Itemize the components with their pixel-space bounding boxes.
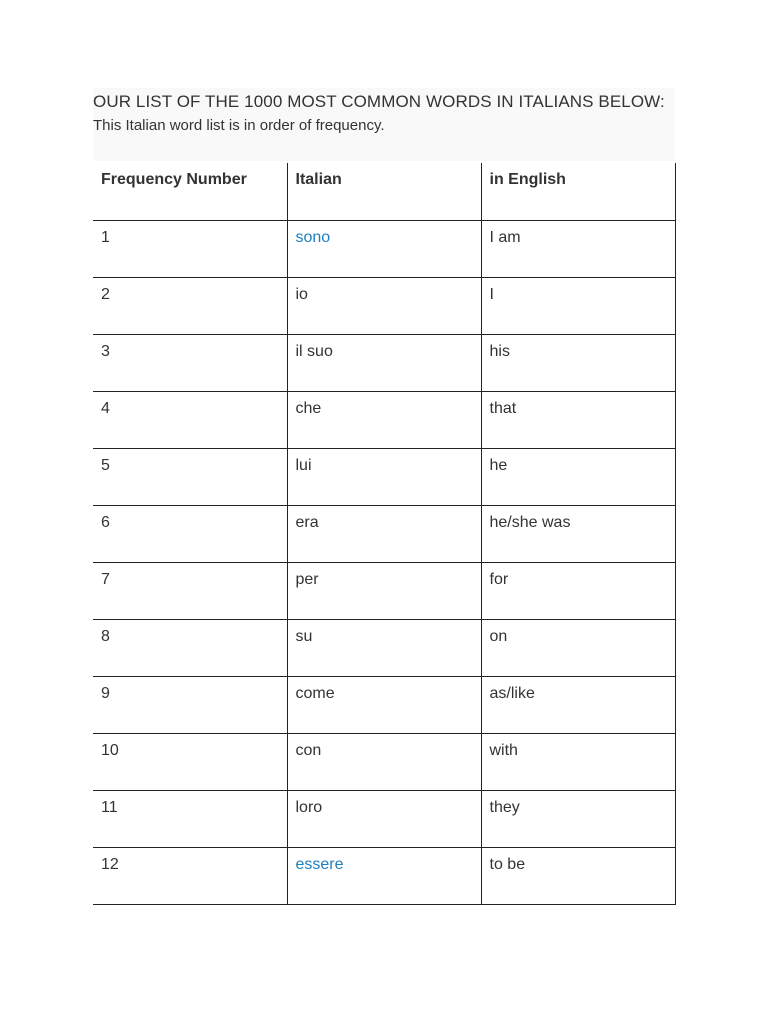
cell-frequency-number: 9 [93, 676, 287, 733]
cell-italian: il suo [287, 334, 481, 391]
cell-frequency-number: 6 [93, 505, 287, 562]
cell-frequency-number: 1 [93, 220, 287, 277]
cell-italian: loro [287, 790, 481, 847]
table-row [93, 277, 675, 334]
cell-english: he/she was [481, 505, 675, 562]
header-frequency-number: Frequency Number [93, 163, 287, 220]
table-row [93, 676, 675, 733]
cell-italian: che [287, 391, 481, 448]
table-row [93, 733, 675, 790]
cell-frequency-number: 11 [93, 790, 287, 847]
cell-english: on [481, 619, 675, 676]
cell-italian [287, 847, 481, 904]
cell-frequency-number: 7 [93, 562, 287, 619]
cell-frequency-number: 10 [93, 733, 287, 790]
italian-word-link[interactable]: essere [295, 855, 344, 873]
cell-italian: era [287, 505, 481, 562]
table-row [93, 562, 675, 619]
cell-frequency-number: 5 [93, 448, 287, 505]
table-row [93, 847, 675, 904]
table-row [93, 334, 675, 391]
table-row [93, 220, 675, 277]
cell-frequency-number: 12 [93, 847, 287, 904]
cell-english: to be [481, 847, 675, 904]
cell-italian: con [287, 733, 481, 790]
cell-english: he [481, 448, 675, 505]
cell-english: they [481, 790, 675, 847]
cell-english: as/like [481, 676, 675, 733]
table-header-row [93, 163, 675, 220]
cell-italian [287, 220, 481, 277]
intro-block [93, 88, 675, 161]
cell-italian: per [287, 562, 481, 619]
cell-english: I [481, 277, 675, 334]
cell-frequency-number: 8 [93, 619, 287, 676]
word-frequency-table [93, 163, 676, 905]
table-row [93, 790, 675, 847]
table-row [93, 448, 675, 505]
cell-english: that [481, 391, 675, 448]
italian-word-link[interactable]: sono [295, 228, 331, 246]
table-row [93, 391, 675, 448]
cell-italian: su [287, 619, 481, 676]
cell-english: his [481, 334, 675, 391]
page-heading: OUR LIST OF THE 1000 MOST COMMON WORDS IN ITALIANS BELOW: [93, 92, 665, 111]
header-english: in English [481, 163, 675, 220]
cell-frequency-number: 4 [93, 391, 287, 448]
cell-italian: io [287, 277, 481, 334]
cell-english: I am [481, 220, 675, 277]
cell-italian: come [287, 676, 481, 733]
cell-italian: lui [287, 448, 481, 505]
table-body [93, 220, 675, 904]
page-subtitle: This Italian word list is in order of frequency. [93, 117, 385, 134]
cell-english: with [481, 733, 675, 790]
table-row [93, 619, 675, 676]
cell-frequency-number: 2 [93, 277, 287, 334]
cell-frequency-number: 3 [93, 334, 287, 391]
cell-english: for [481, 562, 675, 619]
table-row [93, 505, 675, 562]
header-italian: Italian [287, 163, 481, 220]
